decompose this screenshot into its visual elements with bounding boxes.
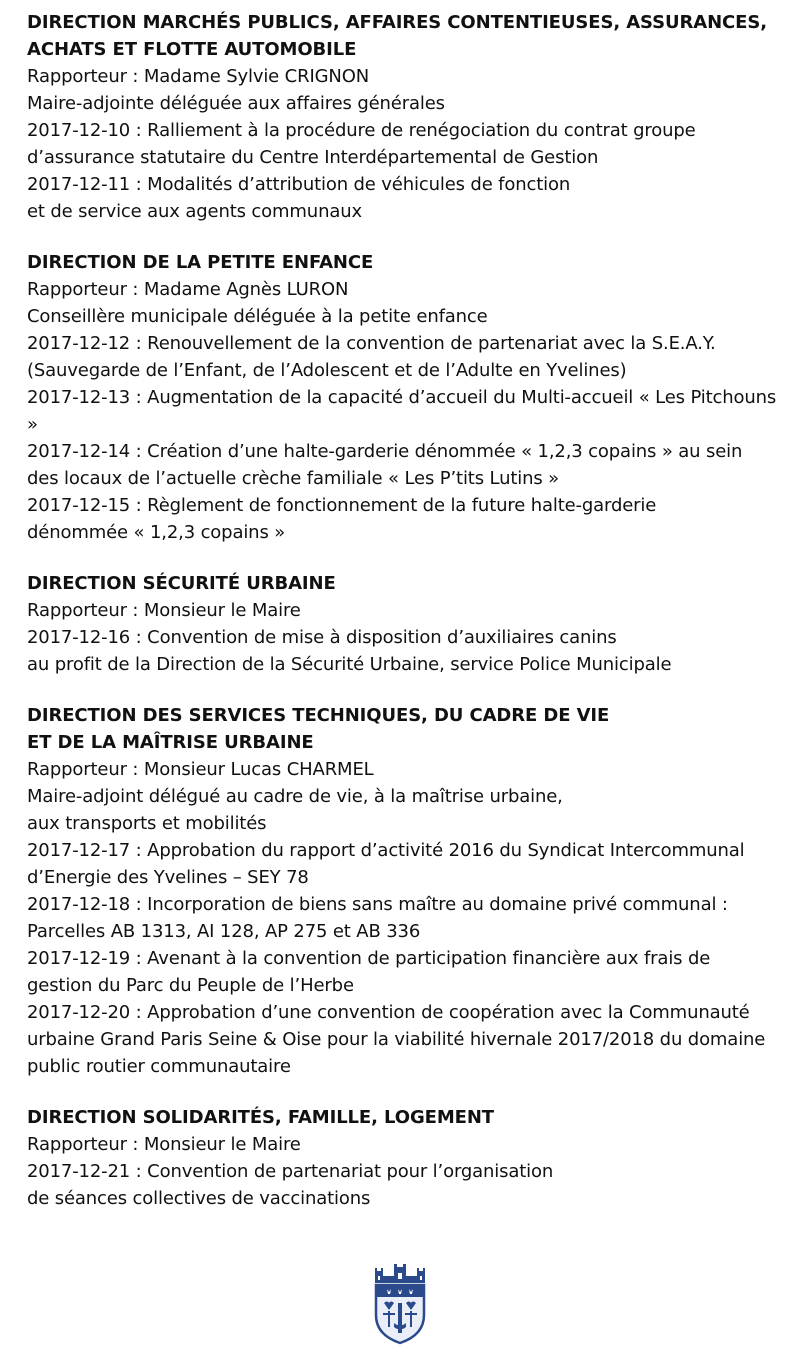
deliberation-entry: 2017-12-19 : Avenant à la convention de participation financière aux frais de gestion du Parc du Peuple de l’Herbe <box>27 948 711 996</box>
deliberation-entry: 2017-12-12 : Renouvellement de la convention de partenariat avec la S.E.A.Y. (Sauvegarde de l’Enfant, de l’Adolescent et de l’Adulte en Yvelines) <box>27 333 716 381</box>
section-services-techniques <box>27 702 787 1080</box>
section-petite-enfance <box>27 249 787 546</box>
section-securite-urbaine <box>27 570 787 678</box>
deliberation-entry: 2017-12-17 : Approbation du rapport d’activité 2016 du Syndicat Intercommunal d’Energie des Yvelines – SEY 78 <box>27 840 745 888</box>
document-body <box>27 9 787 1236</box>
section-heading: DIRECTION SOLIDARITÉS, FAMILLE, LOGEMENT <box>27 1107 494 1128</box>
deliberation-entry: 2017-12-18 : Incorporation de biens sans maître au domaine privé communal : Parcelles AB 1313, AI 128, AP 275 et AB 336 <box>27 894 728 942</box>
rapporteur-role: Conseillère municipale déléguée à la petite enfance <box>27 306 488 327</box>
rapporteur: Rapporteur : Monsieur le Maire <box>27 1134 301 1155</box>
deliberation-entry: 2017-12-16 : Convention de mise à disposition d’auxiliaires canins au profit de la Direction de la Sécurité Urbaine, service Police Municipale <box>27 627 672 675</box>
rapporteur: Rapporteur : Madame Sylvie CRIGNON <box>27 66 370 87</box>
rapporteur-role: Maire-adjointe déléguée aux affaires générales <box>27 93 445 114</box>
section-heading: DIRECTION DE LA PETITE ENFANCE <box>27 252 374 273</box>
deliberation-entry: 2017-12-20 : Approbation d’une convention de coopération avec la Communauté urbaine Grand Paris Seine & Oise pour la viabilité hivernale 2017/2018 du domaine public routier communautaire <box>27 1002 766 1077</box>
deliberation-entry: 2017-12-11 : Modalités d’attribution de véhicules de fonction et de service aux agents communaux <box>27 174 571 222</box>
section-heading: DIRECTION DES SERVICES TECHNIQUES, DU CADRE DE VIE ET DE LA MAÎTRISE URBAINE <box>27 705 610 753</box>
section-solidarites <box>27 1104 787 1212</box>
section-heading: DIRECTION MARCHÉS PUBLICS, AFFAIRES CONTENTIEUSES, ASSURANCES, ACHATS ET FLOTTE AUTOMOBILE <box>27 12 767 60</box>
deliberation-entry: 2017-12-13 : Augmentation de la capacité d’accueil du Multi-accueil « Les Pitchouns » <box>27 387 777 435</box>
section-marches-publics <box>27 9 787 225</box>
rapporteur: Rapporteur : Monsieur le Maire <box>27 600 301 621</box>
rapporteur: Rapporteur : Madame Agnès LURON <box>27 279 349 300</box>
deliberation-entry: 2017-12-10 : Ralliement à la procédure de renégociation du contrat groupe d’assurance statutaire du Centre Interdépartemental de Gestion <box>27 120 696 168</box>
city-coat-of-arms-icon <box>372 1263 428 1345</box>
deliberation-entry: 2017-12-14 : Création d’une halte-garderie dénommée « 1,2,3 copains » au sein des locaux de l’actuelle crèche familiale « Les P’tits Lutins » <box>27 441 743 489</box>
rapporteur: Rapporteur : Monsieur Lucas CHARMEL <box>27 759 374 780</box>
deliberation-entry: 2017-12-15 : Règlement de fonctionnement de la future halte-garderie dénommée « 1,2,3 copains » <box>27 495 657 543</box>
section-heading: DIRECTION SÉCURITÉ URBAINE <box>27 573 336 594</box>
deliberation-entry: 2017-12-21 : Convention de partenariat pour l’organisation de séances collectives de vaccinations <box>27 1161 554 1209</box>
rapporteur-role: Maire-adjoint délégué au cadre de vie, à la maîtrise urbaine, aux transports et mobilités <box>27 786 563 834</box>
